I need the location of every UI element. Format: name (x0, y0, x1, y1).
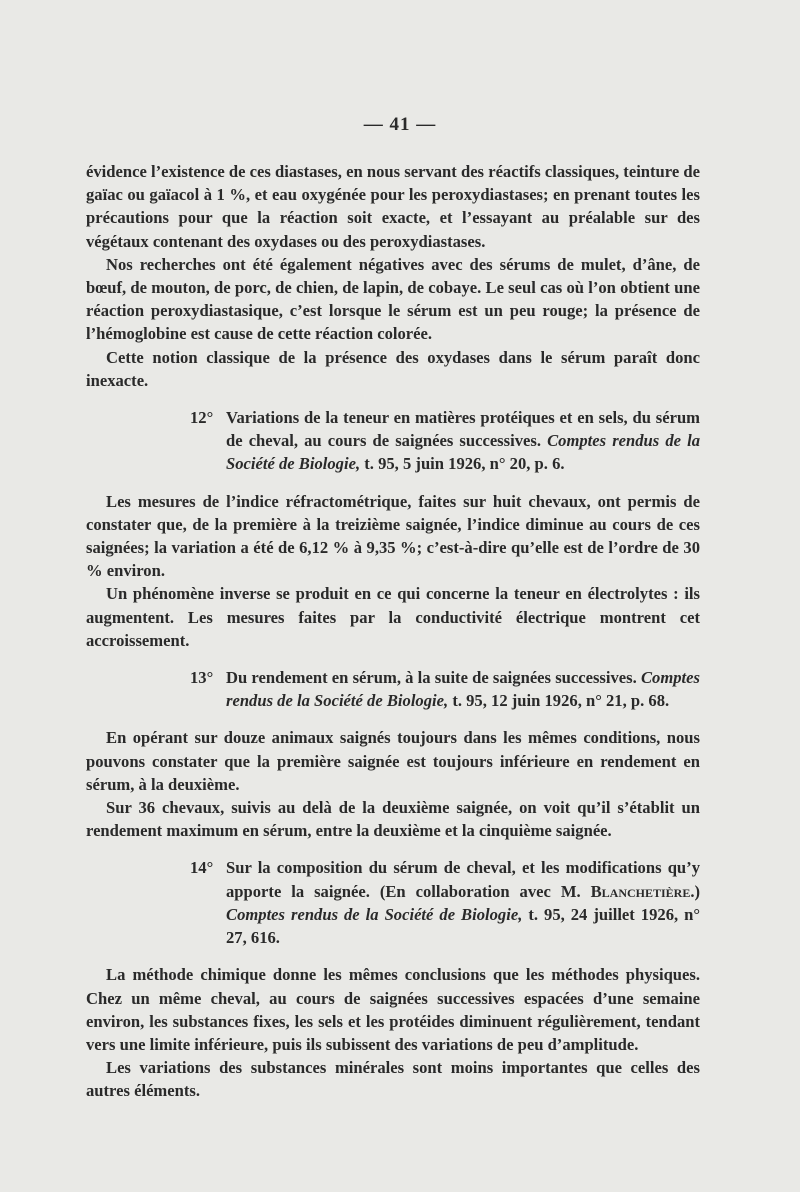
paragraph: La méthode chimique donne les mêmes conclusions que les méthodes physiques. Chez un même cheval, au cours de saignées successives espacées d’une semaine environ, les substances fixes, les sels et les protéides diminuent régulièrement, tendant vers une limite inférieure, puis ils subissent des variations de peu d’amplitude. (86, 965, 700, 1054)
entry-title: Variations de la teneur en matières protéiques et en sels, du sérum de cheval, au cours de saignées successives. (226, 408, 700, 451)
publication-entry-14 (86, 856, 700, 949)
entry-title: Sur la composition du sérum de cheval, et les modifications qu’y apporte la saignée. (226, 858, 700, 901)
entry-journal: Comptes rendus de la Société de Biologie, (226, 904, 523, 924)
page-body (86, 160, 700, 1103)
paragraph: Nos recherches ont été également négatives avec des sérums de mulet, d’âne, de bœuf, de mouton, de porc, de chien, de lapin, de cobaye. Le seul cas où l’on obtient une réaction peroxydiastasique, c’est lorsque le sérum est un peu rouge; la présence de l’hémoglobine est cause de cette réaction colorée. (86, 254, 700, 344)
entry-title: Du rendement en sérum, à la suite de saignées successives. (226, 668, 637, 688)
entry-journal: Comptes rendus de la Société de Biologie, (226, 431, 700, 474)
paragraph: Cette notion classique de la présence des oxydases dans le sérum paraît donc inexacte. (86, 347, 700, 390)
paragraph: Les variations des substances minérales sont moins importantes que celles des autres éléments. (86, 1058, 700, 1101)
paragraph: Sur 36 chevaux, suivis au delà de la deuxième saignée, on voit qu’il s’établit un rendement maximum en sérum, entre la deuxième et la cinquième saignée. (86, 798, 700, 841)
entry-number: 13° (190, 668, 214, 688)
entry-journal: Comptes rendus de la Société de Biologie, (226, 668, 700, 711)
entry-number: 14° (190, 858, 214, 878)
entry-collaboration: (En collaboration avec M. (379, 881, 581, 901)
entry-reference: t. 95, 24 juillet 1926, n° 27, 616. (226, 904, 700, 948)
paragraph: Un phénomène inverse se produit en ce qui concerne la teneur en électrolytes : ils augmentent. Les mesures faites par la conductivité électrique montrent cet accroissement. (86, 584, 700, 650)
entry-reference: t. 95, 12 juin 1926, n° 21, p. 68. (452, 691, 670, 711)
entry-number: 12° (190, 408, 214, 428)
paragraph: évidence l’existence de ces diastases, en nous servant des réactifs classiques, teinture de gaïac ou gaïacol à 1 %, et eau oxygénée pour les peroxydiastases; en prenant toutes les précautions pour que la réaction soit exacte, et l’essayant au préalable sur des végétaux contenant des oxydases ou des peroxydiastases. (86, 162, 700, 251)
publication-entry-12 (86, 406, 700, 476)
page-number: — 41 — (363, 114, 437, 135)
paragraph: Les mesures de l’indice réfractométrique, faites sur huit chevaux, ont permis de constater que, de la première à la treizième saignée, l’indice diminue au cours de ces saignées; la variation a été de 6,12 % à 9,35 %; c’est-à-dire qu’elle est de l’ordre de 30 % environ. (86, 491, 700, 581)
paragraph: En opérant sur douze animaux saignés toujours dans les mêmes conditions, nous pouvons constater que la première saignée est toujours inférieure en rendement en sérum, à la deuxième. (86, 728, 700, 794)
publication-entry-13 (86, 666, 700, 712)
entry-reference: t. 95, 5 juin 1926, n° 20, p. 6. (364, 454, 565, 474)
entry-collaborator: Blanchetière.) (590, 881, 701, 901)
